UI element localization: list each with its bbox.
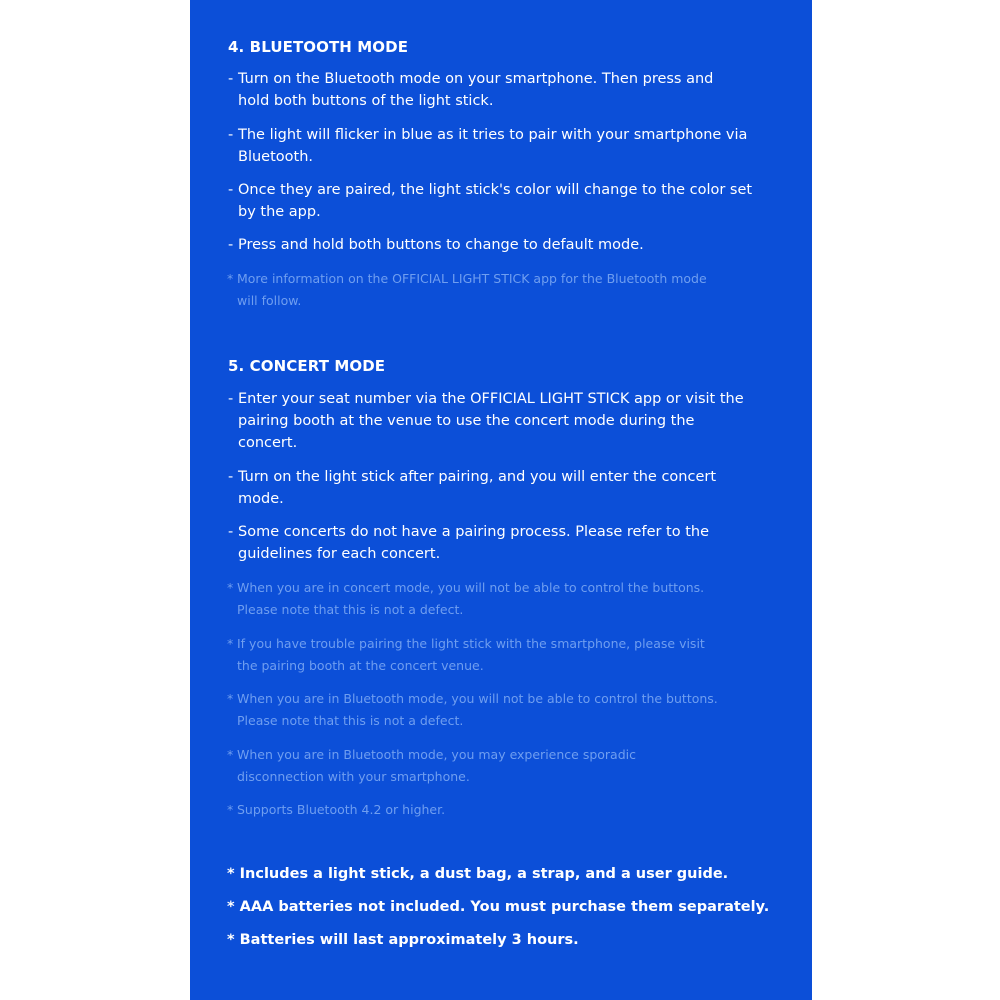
dash-marker: - (228, 182, 234, 198)
bluetooth-step-3: - Once they are paired, the light stick's color will change to the color set by the app. (228, 179, 752, 223)
bluetooth-step-1: - Turn on the Bluetooth mode on your smartphone. Then press and hold both buttons of the light stick. (228, 68, 713, 112)
bluetooth-step-2: - The light will flicker in blue as it tries to pair with your smartphone via Bluetooth. (228, 124, 747, 168)
concert-step-2: - Turn on the light stick after pairing, and you will enter the concert mode. (228, 466, 716, 510)
asterisk-marker: * (227, 691, 234, 706)
dash-marker: - (228, 524, 234, 540)
concert-note-5: * Supports Bluetooth 4.2 or higher. (227, 799, 445, 821)
bluetooth-note: * More information on the OFFICIAL LIGHT STICK app for the Bluetooth mode will follow. (227, 268, 707, 312)
concert-step-1: - Enter your seat number via the OFFICIAL LIGHT STICK app or visit the pairing booth at the venue to use the concert mode during the concert. (228, 388, 744, 454)
dash-marker: - (228, 237, 234, 253)
concert-note-3: * When you are in Bluetooth mode, you will not be able to control the buttons. Please note that this is not a defect. (227, 688, 718, 732)
asterisk-marker: * (227, 747, 234, 762)
asterisk-marker: * (227, 802, 234, 817)
footer-batteries-notice: * AAA batteries not included. You must purchase them separately. (227, 899, 770, 915)
asterisk-marker: * (227, 580, 234, 595)
asterisk-marker: * (227, 636, 234, 651)
dash-marker: - (228, 469, 234, 485)
footer-package-contents: * Includes a light stick, a dust bag, a strap, and a user guide. (227, 866, 729, 882)
concert-note-1: * When you are in concert mode, you will not be able to control the buttons. Please note that this is not a defect. (227, 577, 704, 621)
concert-note-2: * If you have trouble pairing the light stick with the smartphone, please visit the pairing booth at the concert venue. (227, 633, 705, 677)
section-title-bluetooth-mode: 4. BLUETOOTH MODE (228, 38, 409, 56)
dash-marker: - (228, 391, 234, 407)
section-title-concert-mode: 5. CONCERT MODE (228, 357, 386, 375)
asterisk-marker: * (227, 271, 234, 286)
instruction-panel (190, 0, 812, 1000)
concert-step-3: - Some concerts do not have a pairing process. Please refer to the guidelines for each concert. (228, 521, 709, 565)
footer-battery-life: * Batteries will last approximately 3 hours. (227, 932, 579, 948)
dash-marker: - (228, 127, 234, 143)
dash-marker: - (228, 71, 234, 87)
bluetooth-step-4: - Press and hold both buttons to change to default mode. (228, 234, 644, 256)
concert-note-4: * When you are in Bluetooth mode, you may experience sporadic disconnection with your smartphone. (227, 744, 636, 788)
